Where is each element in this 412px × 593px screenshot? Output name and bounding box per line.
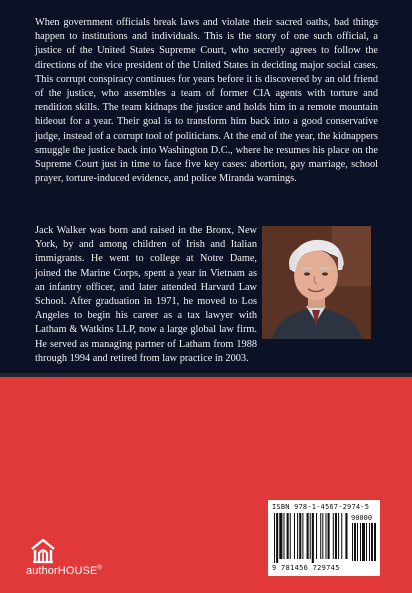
author-portrait-illustration [262, 226, 371, 339]
isbn-label: ISBN 978-1-4567-2974-5 [272, 503, 370, 511]
publisher-logo-text: authorHOUSE® [26, 565, 102, 577]
author-bio: Jack Walker was born and raised in the Bronx, New York, by and among children of Irish and Italian immigrants. He went to college at Notre Dame, joined the Marine Corps, spent a year in Vietnam as an infantry officer, and later attended Harvard Law School. After graduation in 1971, he moved to Los Angeles to begin his career as a tax lawyer with Latham & Watkins LLP, now a large global law firm. He served as managing partner of Latham from 1988 through 1994 and retired from law practice in 2003. [35, 225, 257, 364]
price-code: 90000 [351, 514, 373, 522]
isbn-barcode [268, 500, 380, 576]
author-photo [262, 226, 371, 339]
book-blurb: When government officials break laws and violate their sacred oaths, bad things happen to institutions and individuals. This is the story of one such official, a justice of the United States Supreme Court, who secretly agrees to follow the directions of the vice president of the United States in deciding major social cases. This corrupt conspiracy continues for years before it is discovered by an old friend of the justice, who assembles a team of former CIA agents with torture and rendition skills. The team kidnaps the justice and holds him in a remote mountain hideout for a year. Their goal is to transform him back into a good conservative judge, instead of a corrupt tool of politicians. At the end of the year, the kidnappers smuggle the justice back into Washington D.C., where he resumes his place on the Supreme Court just in time to face five key cases: abortion, gay marriage, school prayer, torture-induced evidence, and police Miranda warnings. [35, 17, 378, 185]
authorhouse-house-icon [30, 538, 56, 564]
barcode-digits: 9 781456 729745 [272, 564, 340, 572]
